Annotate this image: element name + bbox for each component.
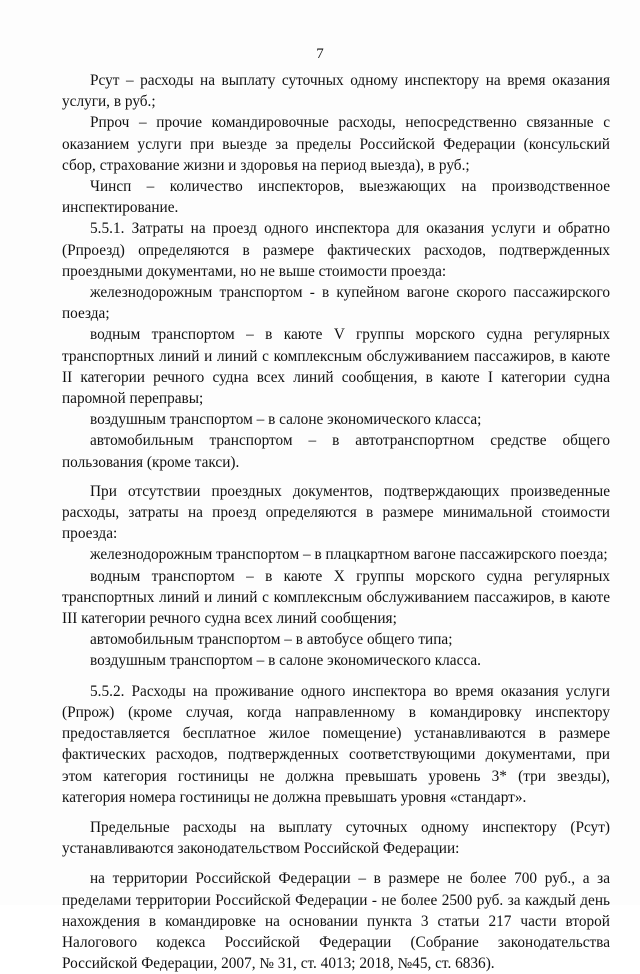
paragraph-rsut-definition: Рсут – расходы на выплату суточных одному инспектору на время оказания услуги, в руб.;	[62, 72, 610, 111]
paragraph-5-5-2: 5.5.2. Расходы на проживание одного инспектора во время оказания услуги (Рпрож) (кроме случая, когда направленному в командировку инспектору предоставляется бесплатное жилое помещение) устанавливаются в размере фактических расходов, подтвержденных соответствующими документами, при этом категория гостиницы не должна превышать уровень 3* (три звезды), категория номера гостиницы не должна превышать уровня «стандарт».	[62, 682, 610, 806]
paragraph-per-diem-limits: Предельные расходы на выплату суточных одному инспектору (Рсут) устанавливаются законодательством Российской Федерации:	[62, 818, 610, 858]
paragraph-air-economy-min: воздушным транспортом – в салоне экономического класса.	[90, 652, 481, 670]
paragraph-chinsp-definition: Чинсп – количество инспекторов, выезжающих на производственное инспектирование.	[62, 178, 610, 217]
paragraph-rail-platskart: железнодорожным транспортом – в плацкартном вагоне пассажирского поезда;	[90, 546, 608, 564]
paragraph-air-economy: воздушным транспортом – в салоне экономического класса;	[90, 411, 482, 429]
paragraph-5-5-1: 5.5.1. Затраты на проезд одного инспектора для оказания услуги и обратно (Рпроезд) определяются в размере фактических расходов, подтвержденных проездными документами, но не выше стоимости проезда:	[62, 220, 610, 280]
paragraph-auto-public: автомобильным транспортом – в автотранспортном средстве общего пользования (кроме такси).	[62, 432, 610, 471]
paragraph-per-diem-amounts: на территории Российской Федерации – в размере не более 700 руб., а за пределами территории Российской Федерации - не более 2500 руб. за каждый день нахождения в командировке на основании пункта 3 статьи 217 части второй Налогового кодекса Российской Федерации (Собрание законодательства Российской Федерации, 2007, № 31, ст. 4013; 2018, №45, ст. 6836).	[62, 870, 610, 973]
paragraph-rail-kupe: железнодорожным транспортом - в купейном вагоне скорого пассажирского поезда;	[62, 284, 610, 323]
paragraph-rproch-definition: Рпроч – прочие командировочные расходы, непосредственно связанные с оказанием услуги при выезде за пределы Российской Федерации (консульский сбор, страхование жизни и здоровья на период выезда), в руб.;	[62, 114, 610, 174]
paragraph-water-x-group: водным транспортом – в каюте X группы морского судна регулярных транспортных линий и линий с комплексным обслуживанием пассажиров, в каюте III категории речного судна всех линий сообщения;	[62, 567, 610, 628]
page-number: 7	[316, 46, 324, 62]
paragraph-no-documents: При отсутствии проездных документов, подтверждающих произведенные расходы, затраты на проезд определяются в размере минимальной стоимости проезда:	[62, 482, 610, 543]
paragraph-water-v-group: водным транспортом – в каюте V группы морского судна регулярных транспортных линий и линий с комплексным обслуживанием пассажиров, в каюте II категории речного судна всех линий сообщения, в каюте I категории судна паромной переправы;	[62, 326, 610, 408]
paragraph-auto-bus: автомобильным транспортом – в автобусе общего типа;	[90, 631, 453, 649]
document-body	[62, 70, 610, 974]
